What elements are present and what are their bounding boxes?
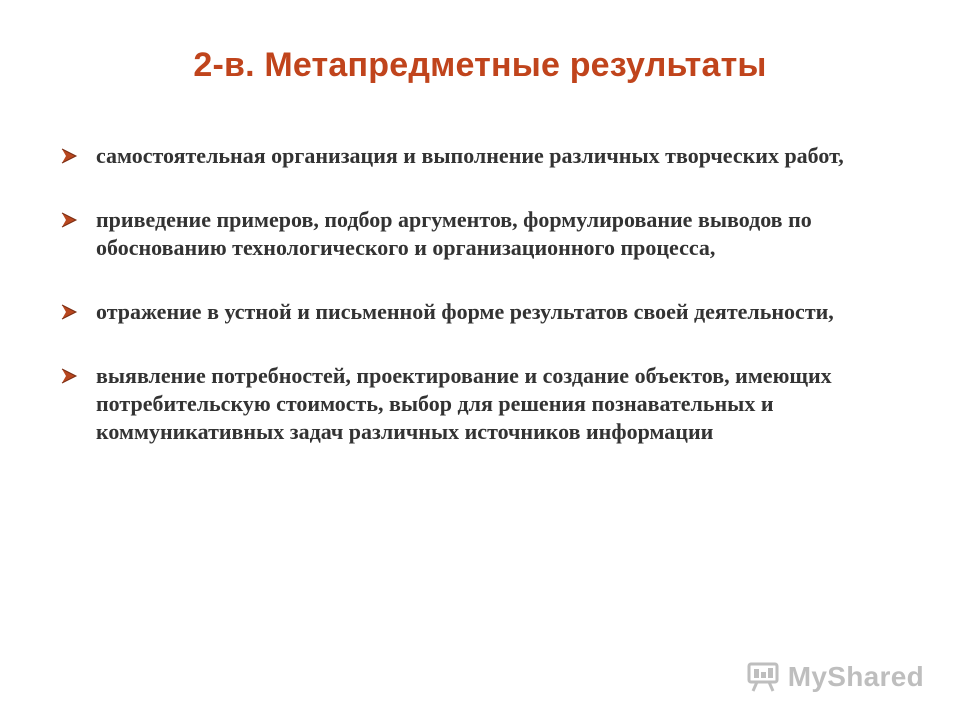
bullet-text: отражение в устной и письменной форме результатов своей деятельности,	[96, 299, 834, 324]
bullet-item	[60, 362, 900, 446]
bullet-text: самостоятельная организация и выполнение различных творческих работ,	[96, 143, 844, 168]
myshared-watermark	[746, 660, 924, 694]
bullet-list	[60, 142, 900, 446]
watermark-text: MyShared	[787, 661, 924, 692]
presentation-board-icon	[746, 660, 780, 694]
arrow-bullet-icon	[60, 148, 78, 164]
slide-title: 2-в. Метапредметные результаты	[193, 46, 767, 84]
bullet-item	[60, 298, 900, 326]
bullet-text: приведение примеров, подбор аргументов, формулирование выводов по обоснованию технологического и организационного процесса,	[96, 207, 812, 260]
arrow-bullet-icon	[60, 212, 78, 228]
arrow-bullet-icon	[60, 368, 78, 384]
bullet-item	[60, 206, 900, 262]
bullet-text: выявление потребностей, проектирование и создание объектов, имеющих потребительскую стоимость, выбор для решения познавательных и коммуникативных задач различных источников информации	[96, 363, 832, 444]
arrow-bullet-icon	[60, 304, 78, 320]
bullet-item	[60, 142, 900, 170]
